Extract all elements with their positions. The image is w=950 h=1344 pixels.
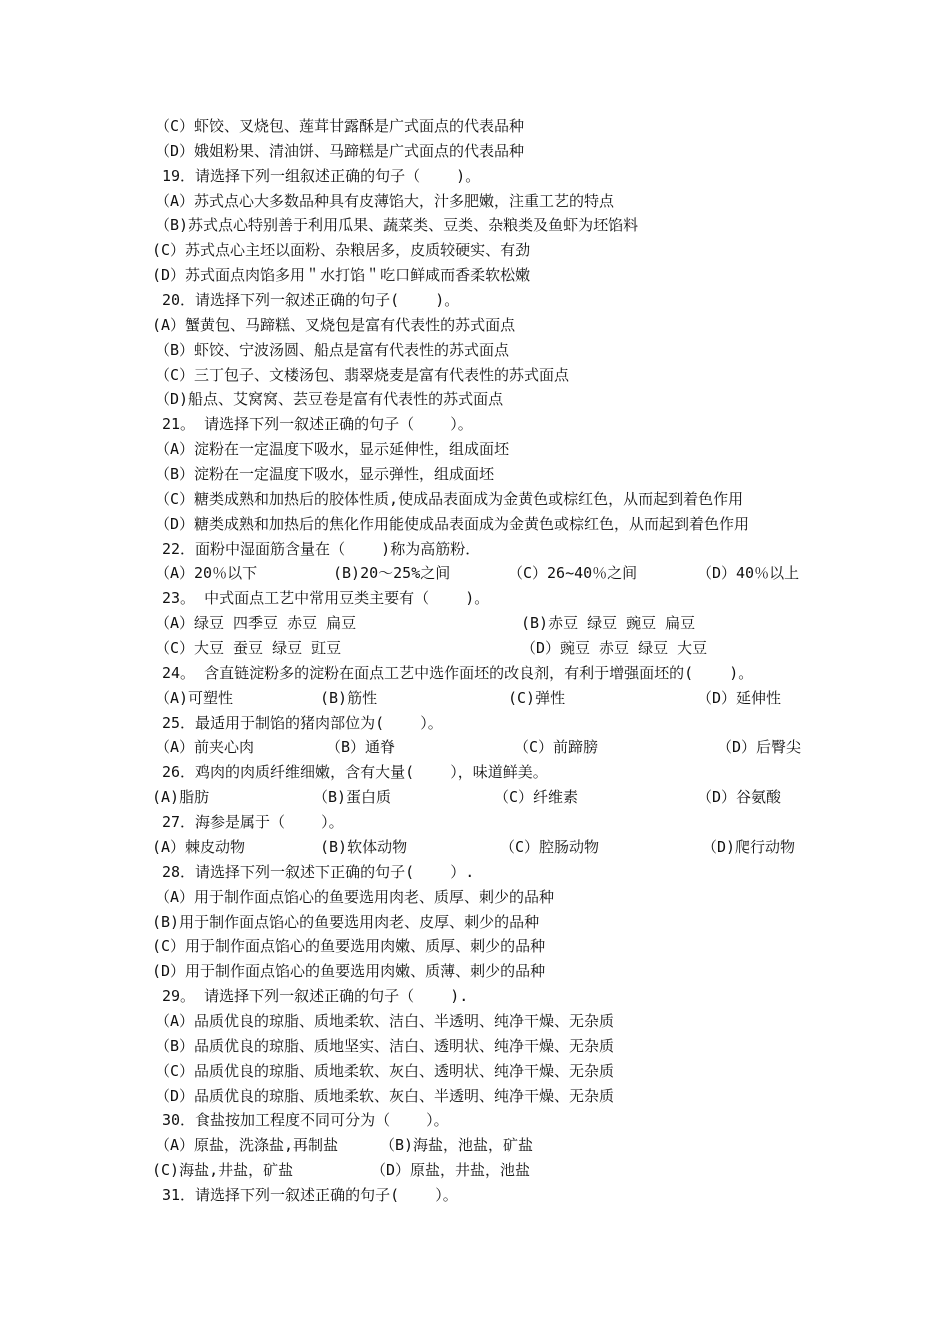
options-row bbox=[0, 735, 950, 760]
option-text: （C）三丁包子、文楼汤包、翡翠烧麦是富有代表性的苏式面点 bbox=[155, 365, 570, 384]
option-text: （B)苏式点心特别善于利用瓜果、蔬菜类、豆类、杂粮类及鱼虾为坯馅料 bbox=[155, 216, 639, 235]
option-line bbox=[0, 487, 950, 512]
option-line bbox=[0, 387, 950, 412]
question-line bbox=[0, 288, 950, 313]
option-line bbox=[0, 885, 950, 910]
line-text: （C）虾饺、叉烧包、莲茸甘露酥是广式面点的代表品种 bbox=[155, 117, 525, 135]
option-line bbox=[0, 1034, 950, 1059]
option-a: （A）20％以下 bbox=[155, 564, 258, 583]
question-text: 27．海参是属于（ ）。 bbox=[162, 813, 344, 832]
question-text: 20．请选择下列一叙述正确的句子( )。 bbox=[162, 291, 460, 310]
option-text: （C）糖类成熟和加热后的胶体性质,使成品表面成为金黄色或棕红色，从而起到着色作用 bbox=[155, 489, 744, 508]
option-c: （C）前蹄膀 bbox=[514, 738, 599, 757]
option-c: （C）大豆 蚕豆 绿豆 豇豆 bbox=[155, 639, 342, 658]
option-text: (B)用于制作面点馅心的鱼要选用肉老、皮厚、刺少的品种 bbox=[152, 912, 540, 931]
option-line bbox=[0, 512, 950, 537]
option-a: (A）棘皮动物 bbox=[152, 837, 246, 856]
question-line bbox=[0, 760, 950, 785]
option-text: （A）淀粉在一定温度下吸水，显示延伸性，组成面坯 bbox=[155, 440, 510, 459]
option-line bbox=[0, 189, 950, 214]
option-line bbox=[0, 263, 950, 288]
question-line bbox=[0, 984, 950, 1009]
question-line bbox=[0, 860, 950, 885]
option-b: （B)蛋白质 bbox=[313, 788, 392, 807]
option-text: （A）品质优良的琼脂、质地柔软、洁白、半透明、纯净干燥、无杂质 bbox=[155, 1011, 615, 1030]
option-line bbox=[0, 959, 950, 984]
option-line bbox=[0, 910, 950, 935]
option-d: （D）40％以上 bbox=[697, 564, 800, 583]
option-text: （B）品质优良的琼脂、质地坚实、洁白、透明状、纯净干燥、无杂质 bbox=[155, 1036, 615, 1055]
option-b: （B）通脊 bbox=[326, 738, 396, 757]
question-text: 31．请选择下列一叙述正确的句子( ）。 bbox=[162, 1185, 458, 1204]
option-text: (C）苏式点心主坯以面粉、杂粮居多，皮质较硬实、有劲 bbox=[152, 241, 531, 260]
option-line bbox=[0, 238, 950, 263]
options-row bbox=[0, 636, 950, 661]
question-text: 29。 请选择下列一叙述正确的句子（ ). bbox=[162, 987, 469, 1006]
option-b: (B)20～25%之间 bbox=[333, 564, 451, 583]
option-line bbox=[0, 462, 950, 487]
question-list bbox=[0, 114, 950, 1208]
option-c: （C）26~40％之间 bbox=[508, 564, 638, 583]
option-d: （D)爬行动物 bbox=[702, 837, 796, 856]
option-line bbox=[0, 1084, 950, 1109]
option-d: （D）原盐，井盐，池盐 bbox=[371, 1161, 531, 1180]
option-line bbox=[0, 1059, 950, 1084]
question-line bbox=[0, 1183, 950, 1208]
option-text: (D）用于制作面点馅心的鱼要选用肉嫩、质薄、刺少的品种 bbox=[152, 962, 546, 981]
option-line bbox=[0, 934, 950, 959]
option-line bbox=[0, 363, 950, 388]
option-c: （C）纤维素 bbox=[494, 788, 579, 807]
question-text: 30．食盐按加工程度不同可分为（ ）。 bbox=[162, 1111, 449, 1130]
option-d: （D）后臀尖 bbox=[717, 738, 802, 757]
question-text: 19．请选择下列一组叙述正确的句子（ )。 bbox=[162, 166, 481, 185]
option-text: （B）淀粉在一定温度下吸水，显示弹性，组成面坯 bbox=[155, 465, 495, 484]
options-row bbox=[0, 1133, 950, 1158]
options-row bbox=[0, 835, 950, 860]
option-d: （D）豌豆 赤豆 绿豆 大豆 bbox=[521, 639, 708, 658]
option-text: （C）品质优良的琼脂、质地柔软、灰白、透明状、纯净干燥、无杂质 bbox=[155, 1061, 615, 1080]
option-a: （A）绿豆 四季豆 赤豆 扁豆 bbox=[155, 614, 357, 633]
option-text: （D）糖类成熟和加热后的焦化作用能使成品表面成为金黄色或棕红色，从而起到着色作用 bbox=[155, 514, 750, 533]
question-line bbox=[0, 661, 950, 686]
option-text: （B）虾饺、宁波汤圆、船点是富有代表性的苏式面点 bbox=[155, 340, 510, 359]
option-a: （A）原盐，洗涤盐,再制盐 bbox=[155, 1136, 339, 1155]
question-line bbox=[0, 164, 950, 189]
option-line bbox=[0, 213, 950, 238]
option-b: (B)软体动物 bbox=[320, 837, 408, 856]
question-text: 21。 请选择下列一叙述正确的句子（ ）。 bbox=[162, 415, 473, 434]
question-line bbox=[0, 1108, 950, 1133]
option-b: (B)筋性 bbox=[320, 688, 378, 707]
option-text: (C）用于制作面点馅心的鱼要选用肉嫩、质厚、刺少的品种 bbox=[152, 937, 546, 956]
question-line bbox=[0, 412, 950, 437]
question-line bbox=[0, 586, 950, 611]
question-text: 25．最适用于制馅的猪肉部位为( ）。 bbox=[162, 713, 443, 732]
option-text: (A）蟹黄包、马蹄糕、叉烧包是富有代表性的苏式面点 bbox=[152, 315, 516, 334]
option-a: (A)脂肪 bbox=[152, 788, 210, 807]
question-text: 24。 含直链淀粉多的淀粉在面点工艺中选作面坯的改良剂，有利于增强面坯的( )。 bbox=[162, 663, 754, 682]
question-line bbox=[0, 537, 950, 562]
question-text: 23。 中式面点工艺中常用豆类主要有（ )。 bbox=[162, 589, 490, 608]
question-line bbox=[0, 711, 950, 736]
option-d: （D）延伸性 bbox=[697, 688, 782, 707]
text-line bbox=[0, 114, 950, 139]
option-line bbox=[0, 437, 950, 462]
options-row bbox=[0, 785, 950, 810]
option-b: （B)海盐，池盐，矿盐 bbox=[380, 1136, 534, 1155]
question-text: 22．面粉中湿面筋含量在（ )称为高筋粉． bbox=[162, 539, 481, 558]
option-c: (C)弹性 bbox=[508, 688, 566, 707]
option-a: （A)可塑性 bbox=[155, 688, 234, 707]
question-line bbox=[0, 810, 950, 835]
options-row bbox=[0, 611, 950, 636]
question-text: 26．鸡肉的肉质纤维细嫩，含有大量( ），味道鲜美。 bbox=[162, 763, 548, 782]
options-row bbox=[0, 561, 950, 586]
options-row bbox=[0, 686, 950, 711]
option-text: （A）用于制作面点馅心的鱼要选用肉老、质厚、刺少的品种 bbox=[155, 887, 555, 906]
option-a: （A）前夹心肉 bbox=[155, 738, 255, 757]
option-text: （D)船点、艾窝窝、芸豆卷是富有代表性的苏式面点 bbox=[155, 390, 504, 409]
option-c: (C)海盐,井盐，矿盐 bbox=[152, 1161, 294, 1180]
option-text: (D）苏式面点肉馅多用＂水打馅＂吃口鲜咸而香柔软松嫩 bbox=[152, 266, 531, 285]
option-b: (B)赤豆 绿豆 豌豆 扁豆 bbox=[521, 614, 696, 633]
option-line bbox=[0, 338, 950, 363]
option-line bbox=[0, 1009, 950, 1034]
option-text: （A）苏式点心大多数品种具有皮薄馅大，汁多肥嫩，注重工艺的特点 bbox=[155, 191, 615, 210]
option-text: （D）品质优良的琼脂、质地柔软、灰白、半透明、纯净干燥、无杂质 bbox=[155, 1086, 615, 1105]
line-text: （D）娥姐粉果、清油饼、马蹄糕是广式面点的代表品种 bbox=[155, 141, 525, 160]
question-text: 28．请选择下列一叙述下正确的句子( ）. bbox=[162, 862, 475, 881]
option-line bbox=[0, 313, 950, 338]
option-d: （D）谷氨酸 bbox=[697, 788, 782, 807]
options-row bbox=[0, 1158, 950, 1183]
text-line bbox=[0, 139, 950, 164]
option-c: （C）腔肠动物 bbox=[500, 837, 600, 856]
